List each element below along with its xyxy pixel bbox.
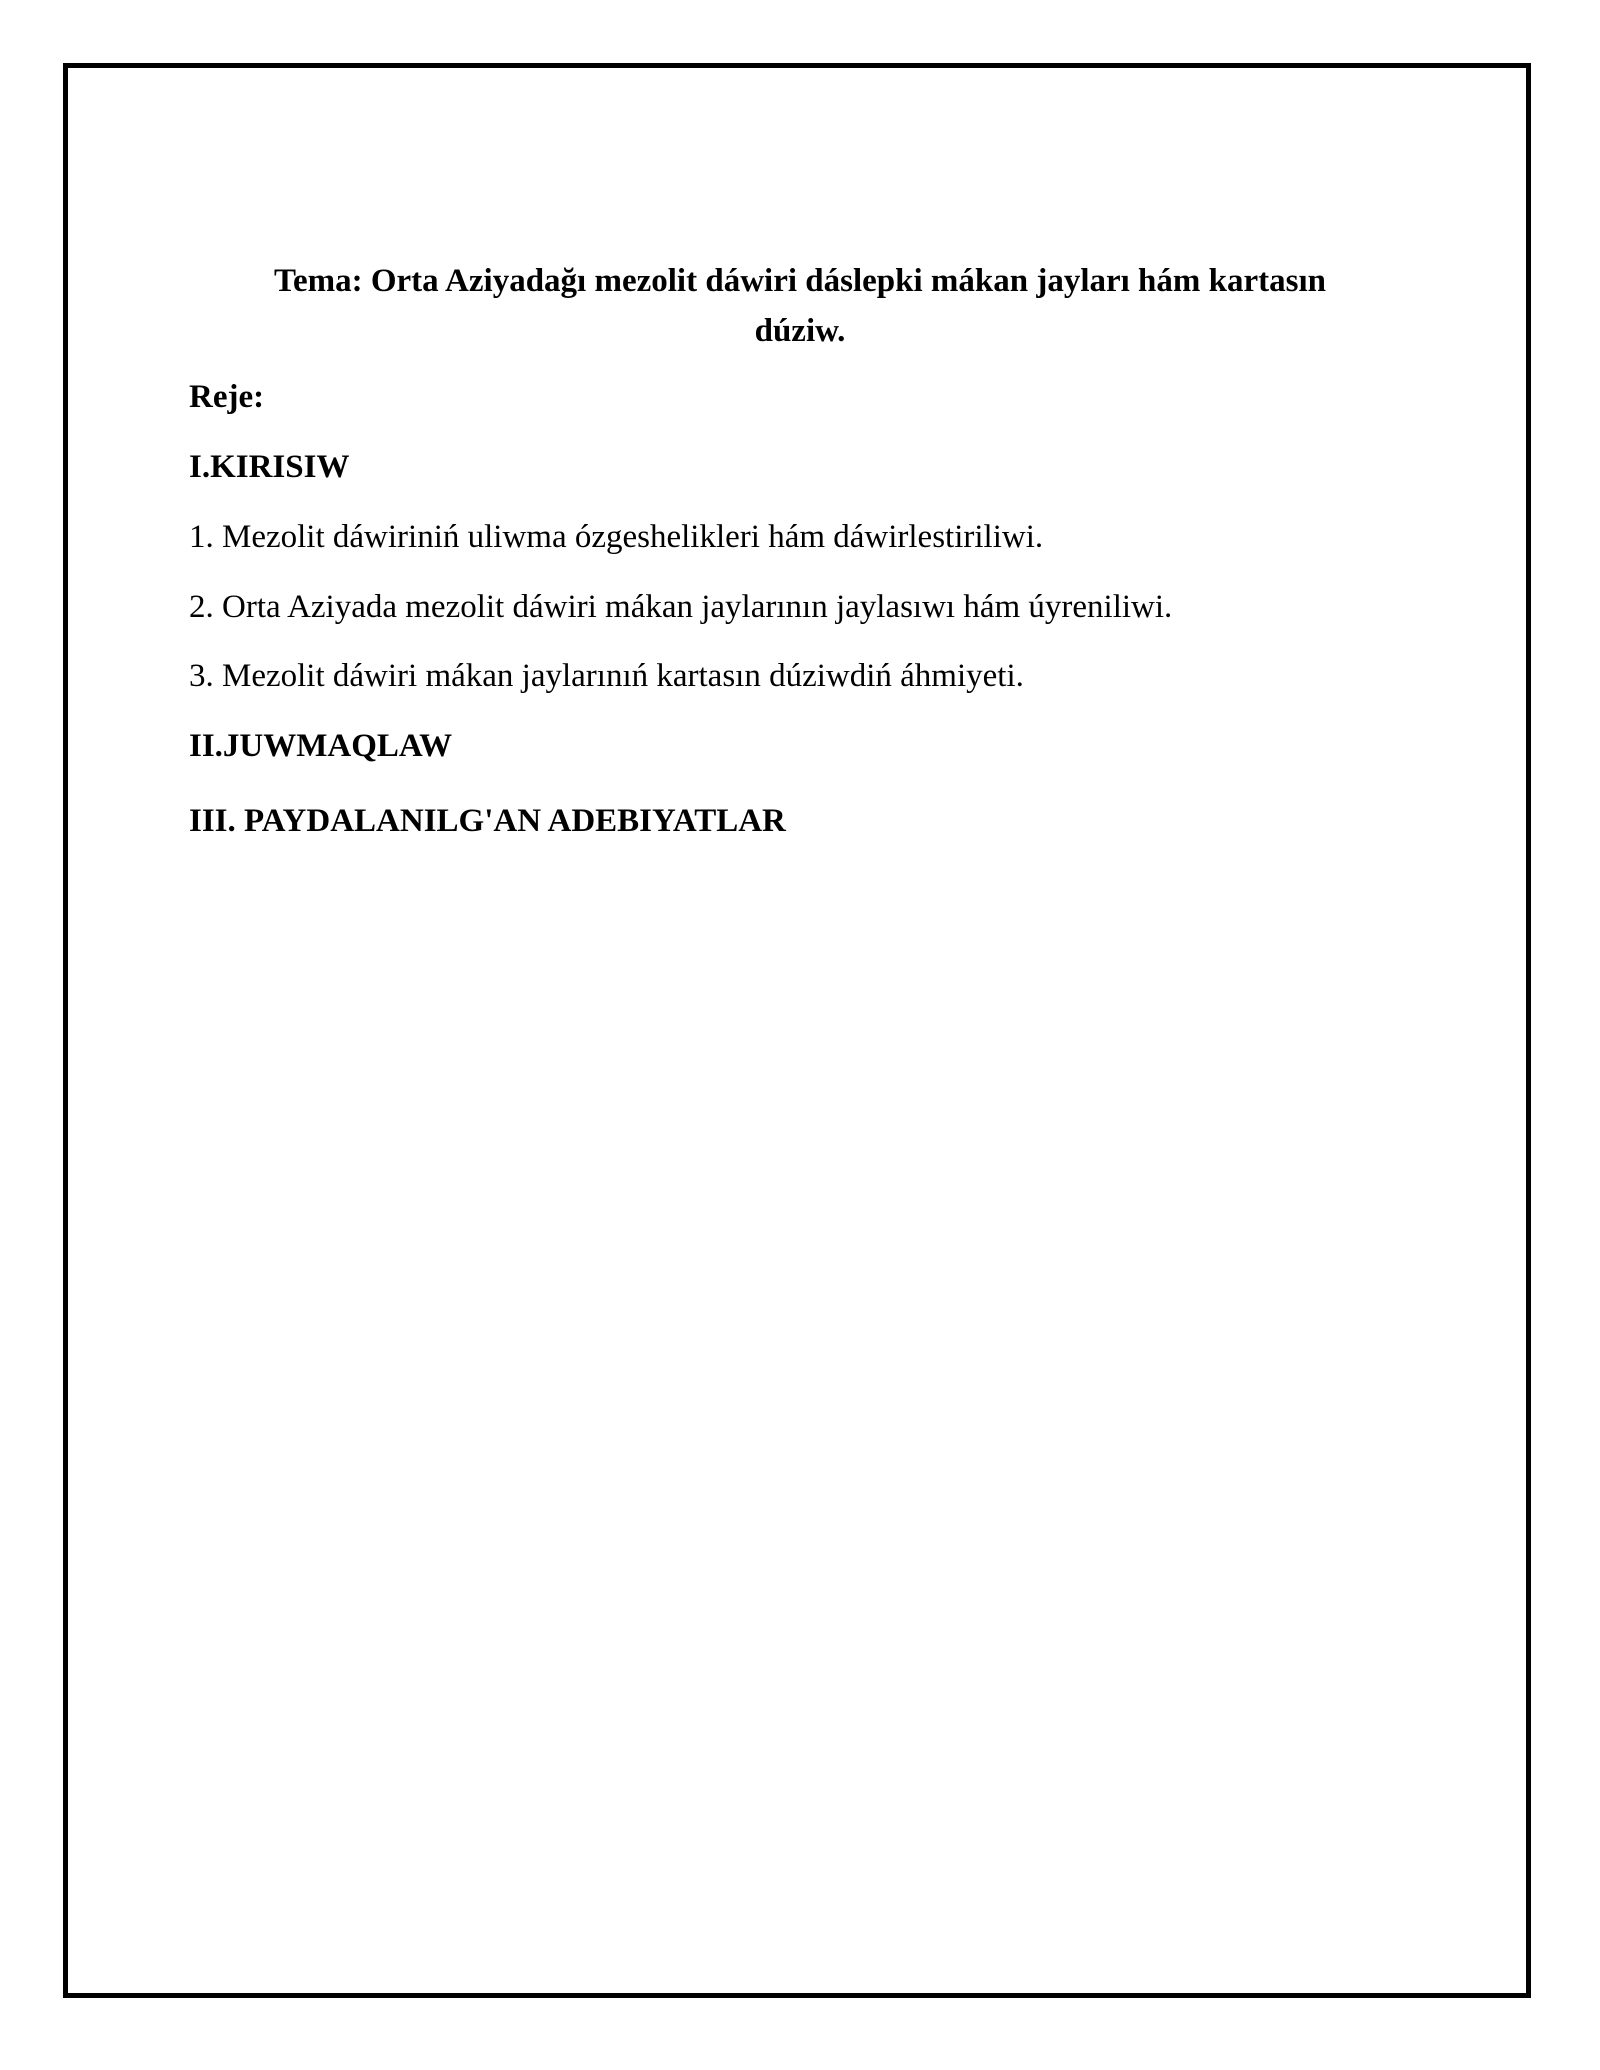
section-references: III. PAYDALANILG'AN ADEBIYATLAR	[189, 803, 786, 839]
title-line-1: Tema: Orta Aziyadağı mezolit dáwiri dáslepki mákan jayları hám kartasın	[273, 263, 1327, 299]
section-introduction: I.KIRISIW	[189, 449, 350, 485]
section-conclusion: II.JUWMAQLAW	[189, 728, 453, 764]
plan-item-2: 2. Orta Aziyada mezolit dáwiri mákan jaylarının jaylasıwı hám úyreniliwi.	[189, 589, 1173, 625]
plan-item-1: 1. Mezolit dáwiriniń uliwma ózgeshelikleri hám dáwirlestiriliwi.	[189, 519, 1044, 555]
document-title	[180, 256, 1420, 356]
title-line-2: dúziw.	[754, 313, 846, 349]
plan-label: Reje:	[189, 379, 265, 415]
plan-item-3: 3. Mezolit dáwiri mákan jaylarınıń kartasın dúziwdiń áhmiyeti.	[189, 658, 1024, 694]
